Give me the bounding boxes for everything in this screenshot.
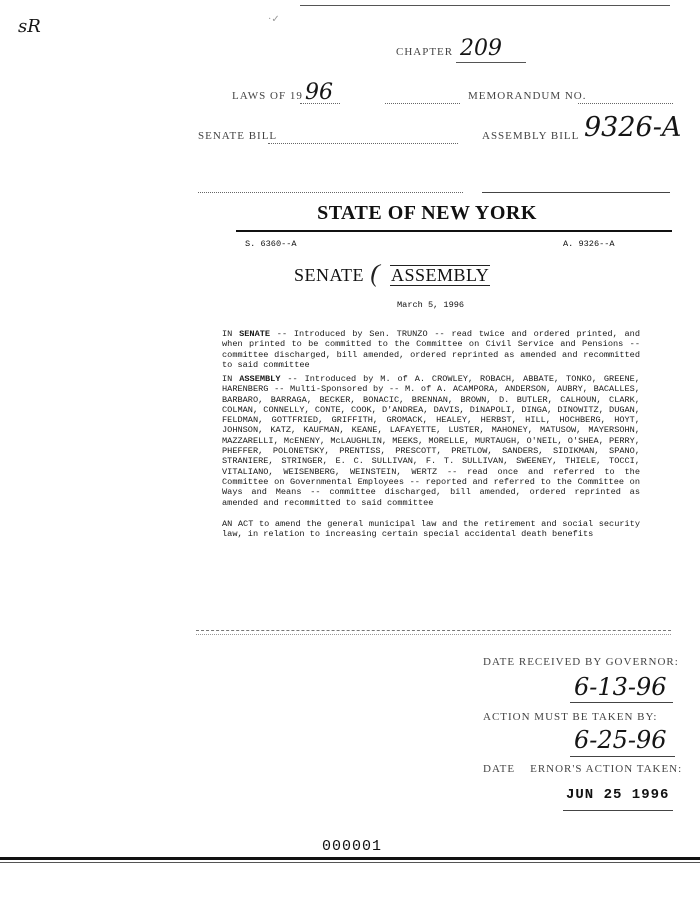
- date-received-label: DATE RECEIVED BY GOVERNOR:: [483, 656, 679, 668]
- act-lead: AN: [222, 519, 233, 529]
- page-number: 000001: [322, 838, 383, 855]
- chapter-value: 209: [460, 36, 502, 61]
- action-value: 6-25-96: [574, 726, 667, 754]
- stray-mark: ·✓: [268, 14, 280, 25]
- date-received-underline: [570, 702, 673, 703]
- corner-initials: sR: [18, 16, 41, 37]
- laws-year: 96: [305, 80, 333, 105]
- assembly-text: -- Introduced by M. of A. CROWLEY, ROBACH, ABBATE, TONKO, GREENE, HARENBERG -- Multi-Sponsored by -- M. of A. ACAMPORA, ANDERSON, AUBRY, BACALLES, BARBARO, BARRAGA, BECKER, BONACIC, BRENNAN, BROWN, D. BUTLER, CALHOUN, CLARK, COLMAN, CONNELLY, CONTE, COOK, D'ANDREA, DAVIS, DiNAPOLI, DINGA, DINOWITZ, DUGAN, FELDMAN, GOTTFRIED, GRIFFITH, GROMACK, HEALEY, HERBST, HILL, HOCHBERG, HOYT, JOHNSON, KATZ, KAUFMAN, KEANE, LAFAYETTE, LUSTER, MAHONEY, MATUSOW, MAYERSOHN, MAZZARELLI, McENENY, McLAUGHLIN, MEEKS, MORELLE, MURTAUGH, O'NEIL, O'SHEA, PERRY, PHEFFER, POLONETSKY, PRENTISS, PRESCOTT, PRETLOW, SANDERS, SIDIKMAN, SPANO, STRANIERE, STRINGER, E. C. SULLIVAN, F. T. SULLIVAN, SWEENEY, THIELE, TOCCI, VITALIANO, WEISENBERG, WEINSTEIN, WERTZ -- read once and referred to the Committee on Governmental Employees -- reported and referred to the Committee on Ways and Means -- committee discharged, bill amended, ordered reprinted as amended and recommitted to said committee: [222, 374, 640, 508]
- laws-label: LAWS OF 19: [232, 90, 303, 102]
- senate-number: S. 6360--A: [245, 239, 297, 249]
- bottom-rule-thin: [0, 862, 700, 863]
- memorandum-label: MEMORANDUM NO.: [468, 90, 587, 102]
- top-rule: [300, 5, 670, 6]
- separator-right: [482, 192, 670, 193]
- senate-lead: IN: [222, 329, 233, 339]
- senate-text: -- Introduced by Sen. TRUNZO -- read twice and ordered printed, and when printed to be committed to the Committee on Civil Service and Pensions -- committee discharged, bill amended, ordered reprinted as amended and recommitted to said committee: [222, 329, 640, 370]
- page-title: STATE OF NEW YORK: [317, 202, 537, 224]
- separator-left: [198, 192, 463, 193]
- handwritten-brace: (: [367, 257, 384, 288]
- assembly-chamber-label: ASSEMBLY: [239, 374, 281, 384]
- chapter-underline: [456, 62, 526, 63]
- laws-blank: [385, 103, 460, 104]
- date-received-value: 6-13-96: [574, 673, 667, 701]
- governor-action-underline: [563, 810, 673, 811]
- governor-action-label: DATE ERNOR'S ACTION TAKEN:: [483, 763, 683, 775]
- laws-underline: [300, 103, 340, 104]
- senate-chamber-label: SENATE: [239, 329, 271, 339]
- assembly-paragraph: [222, 374, 640, 508]
- title-rule: [236, 230, 672, 232]
- assembly-lead: IN: [222, 374, 233, 384]
- senate-paragraph: [222, 329, 640, 370]
- introduction-date: March 5, 1996: [397, 300, 465, 310]
- senate-bill-label: SENATE BILL: [198, 130, 278, 142]
- bottom-rule: [0, 857, 700, 860]
- chamber-assembly: ASSEMBLY: [391, 265, 490, 285]
- footer-rule-1: [196, 630, 671, 631]
- assembly-bill-value: 9326-A: [584, 112, 682, 143]
- footer-rule-2: [196, 634, 671, 635]
- assembly-number: A. 9326--A: [563, 239, 615, 249]
- action-underline: [570, 756, 675, 757]
- action-label: ACTION MUST BE TAKEN BY:: [483, 711, 658, 723]
- chamber-senate: SENATE: [294, 265, 364, 285]
- chapter-label: CHAPTER: [396, 46, 454, 58]
- act-paragraph: [222, 519, 640, 540]
- senate-bill-blank: [268, 143, 458, 144]
- assembly-bill-label: ASSEMBLY BILL: [482, 130, 580, 142]
- memorandum-blank: [578, 103, 673, 104]
- governor-action-stamp: JUN 25 1996: [566, 787, 670, 803]
- act-text: ACT to amend the general municipal law and the retirement and social security law, in relation to increasing certain special accidental death benefits: [222, 519, 640, 540]
